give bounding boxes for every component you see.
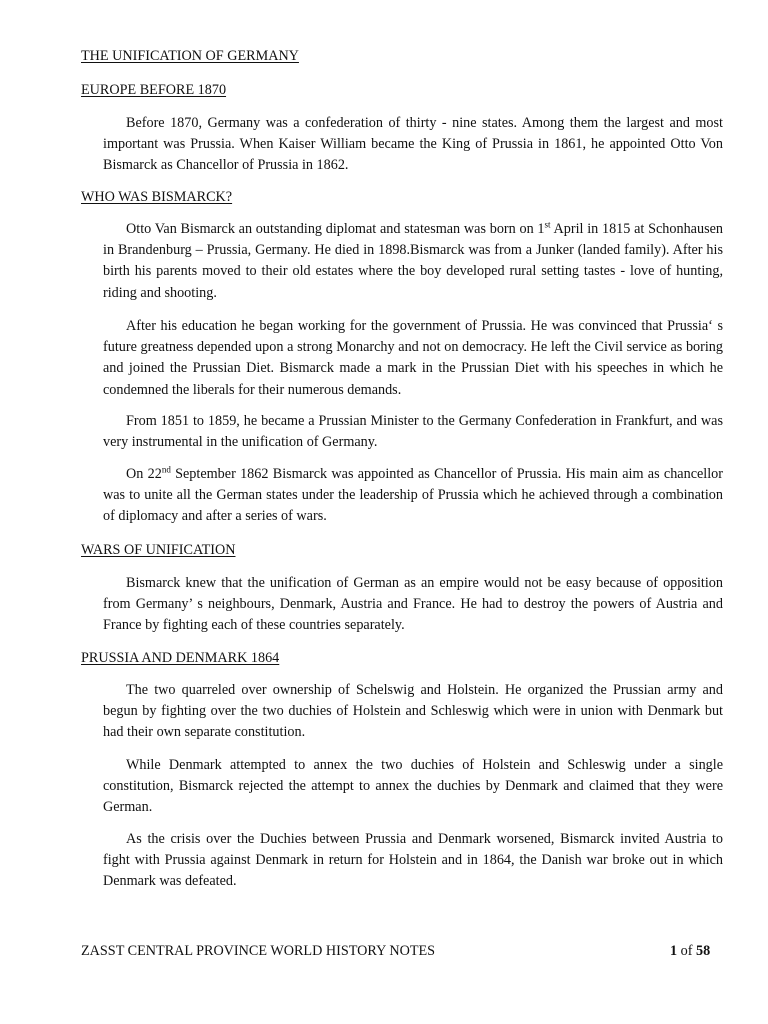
paragraph: While Denmark attempted to annex the two duchies of Holstein and Schleswig under a single constitution, Bismarck rejected the attempt to annex the duchies by Denmark and claimed that they were German. xyxy=(103,757,723,816)
page-of-label: of xyxy=(680,943,693,959)
section-heading-europe-before-1870: EUROPE BEFORE 1870 xyxy=(81,82,227,98)
paragraph: From 1851 to 1859, he became a Prussian Minister to the Germany Confederation in Frankfurt, and was very instrumental in the unification of Germany. xyxy=(103,413,723,451)
section-heading-who-was-bismarck: WHO WAS BISMARCK? xyxy=(81,189,233,205)
paragraph: The two quarreled over ownership of Schelswig and Holstein. He organized the Prussian army and begun by fighting over the two duchies of Holstein and Schleswig which were in union with Denmark but had their own separate constitution. xyxy=(103,682,723,741)
paragraph: As the crisis over the Duchies between Prussia and Denmark worsened, Bismarck invited Austria to fight with Prussia against Denmark in return for Holstein and in 1864, the Danish war broke out in which Denmark was defeated. xyxy=(103,831,723,890)
document-title: THE UNIFICATION OF GERMANY xyxy=(81,48,299,64)
paragraph: Otto Van Bismarck an outstanding diplomat and statesman was born on 1st April in 1815 at Schonhausen in Brandenburg – Prussia, Germany. He died in 1898.Bismarck was from a Junker (landed family). After his birth his parents moved to their old estates where the boy developed rural setting tastes - love of hunting, riding and shooting. xyxy=(103,219,723,301)
page-total: 58 xyxy=(696,943,711,959)
footer-title: ZASST CENTRAL PROVINCE WORLD HISTORY NOTES xyxy=(81,943,436,959)
paragraph: On 22nd September 1862 Bismarck was appointed as Chancellor of Prussia. His main aim as chancellor was to unite all the German states under the leadership of Prussia which he achieved through a combination of diplomacy and after a series of wars. xyxy=(103,464,723,525)
page-current: 1 xyxy=(670,943,678,959)
superscript: st xyxy=(544,219,551,230)
section-heading-prussia-and-denmark-1864: PRUSSIA AND DENMARK 1864 xyxy=(81,650,280,666)
superscript: nd xyxy=(161,464,171,475)
page-number xyxy=(670,942,710,960)
section-heading-wars-of-unification: WARS OF UNIFICATION xyxy=(81,542,236,558)
paragraph: Before 1870, Germany was a confederation of thirty - nine states. Among them the largest and most important was Prussia. When Kaiser William became the King of Prussia in 1861, he appointed Otto Von Bismarck as Chancellor of Prussia in 1862. xyxy=(103,115,723,174)
paragraph: After his education he began working for the government of Prussia. He was convinced that Prussia‘ s future greatness depended upon a strong Monarchy and not on democracy. He left the Civil service as boring and joined the Prussian Diet. Bismarck made a mark in the Prussian Diet with his speeches in which he condemned the liberals for their numerous demands. xyxy=(103,318,723,398)
paragraph: Bismarck knew that the unification of German as an empire would not be easy because of opposition from Germany’ s neighbours, Denmark, Austria and France. He had to destroy the powers of Austria and France by fighting each of these countries separately. xyxy=(103,575,723,634)
